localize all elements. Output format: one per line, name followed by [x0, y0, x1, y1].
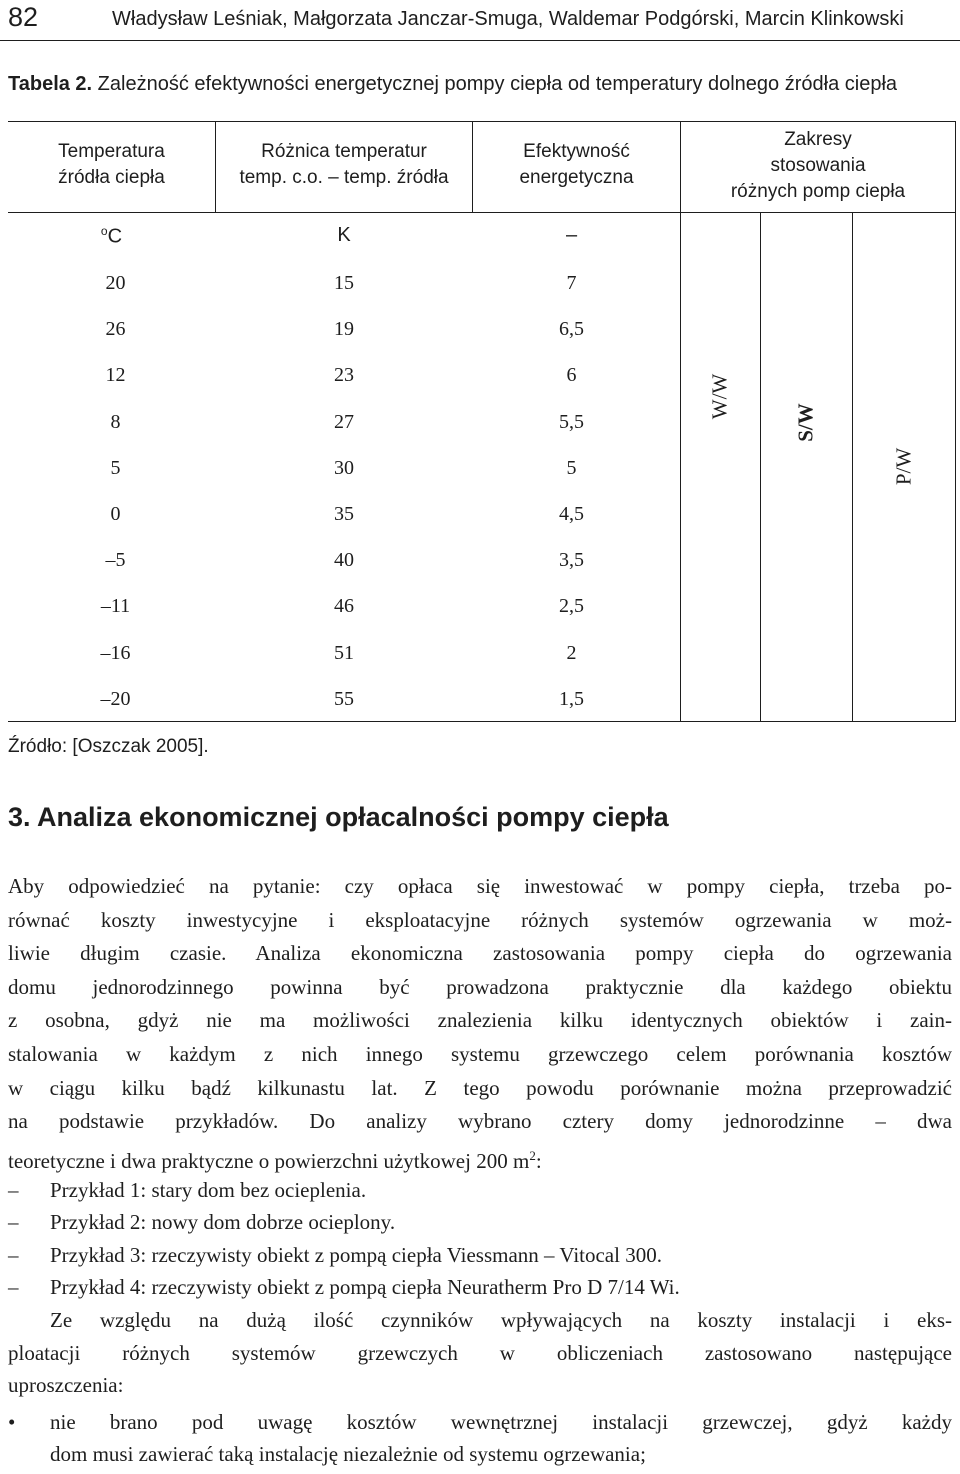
table-cell: –11 — [100, 595, 131, 617]
paragraph-line: ploatacji różnych systemów grzewczych w obliczeniach zastosowano następujące — [8, 1340, 952, 1365]
table-cell: –20 — [100, 688, 131, 710]
paragraph-line: na podstawie przykładów. Do analizy wybrano cztery domy jednorodzinne – dwa — [8, 1109, 952, 1134]
unit-efficiency: – — [565, 224, 578, 246]
bullet-item — [8, 1406, 952, 1470]
example-item: – Przykład 1: stary dom bez ocieplenia. — [8, 1178, 367, 1202]
paragraph-line: w ciągu kilku bądź kilkunastu lat. Z tego powodu porównanie można przeprowadzić — [8, 1075, 952, 1100]
table-cell: 8 — [110, 411, 121, 433]
table-cell: 7 — [566, 272, 577, 294]
table-caption-label: Tabela 2. — [8, 73, 93, 95]
table-cell: 20 — [105, 272, 126, 294]
table-cell: 19 — [334, 318, 354, 340]
table-cell: 27 — [334, 411, 354, 433]
bullet-line: dom musi zawierać taką instalację niezależnie od systemu ogrzewania; — [50, 1442, 646, 1466]
table-cell: 40 — [334, 549, 354, 571]
paragraph-line: uproszczenia: — [8, 1373, 124, 1397]
header-ranges: Zakresy stosowania różnych pomp ciepła — [730, 129, 906, 202]
table-cell: 1,5 — [559, 688, 584, 710]
table-header-border — [8, 212, 956, 213]
header-temperature: Temperatura źródła ciepła — [58, 141, 165, 188]
running-head: Władysław Leśniak, Małgorzata Janczar-Smuga, Waldemar Podgórski, Marcin Klinkowski — [112, 8, 904, 30]
bullet-line: nie brano pod uwagę kosztów wewnętrznej instalacji grzewczej, gdyż każdy — [50, 1410, 952, 1434]
header-temperature-difference: Różnica temperatur temp. c.o. – temp. źródła — [239, 141, 449, 188]
table-caption-text: Zależność efektywności energetycznej pompy ciepła od temperatury dolnego źródła ciepła — [92, 73, 898, 95]
table-cell: 51 — [334, 642, 354, 664]
paragraph-line: teoretyczne i dwa praktyczne o powierzchni użytkowej 200 $m^2$: — [8, 1147, 542, 1173]
table-cell: 6 — [566, 364, 577, 386]
paragraph-line: z osobna, gdyż nie ma możliwości znalezienia kilku identycznych obiektów i zain- — [8, 1008, 952, 1033]
bullet-icon: • — [8, 1410, 16, 1434]
table-cell: 12 — [105, 364, 126, 386]
range-label-pw: P/W — [891, 447, 916, 486]
table-cell: 5 — [110, 457, 121, 479]
example-item: – Przykład 4: rzeczywisty obiekt z pompą ciepła Neuratherm Pro D 7/14 Wi. — [8, 1275, 680, 1299]
table-cell: 2,5 — [559, 595, 584, 617]
range-label-ww: W/W — [707, 373, 732, 420]
table-source: Źródło: [Oszczak 2005]. — [8, 736, 209, 757]
table-cell: 15 — [334, 272, 354, 294]
table-cell: –16 — [100, 642, 131, 664]
table-cell: 5 — [566, 457, 577, 479]
unit-kelvin: K — [337, 224, 351, 246]
table-cell: 4,5 — [559, 503, 584, 525]
table-top-border — [8, 121, 956, 122]
paragraph-line: równać koszty inwestycyjne i eksploatacyjne różnych systemów ogrzewania w moż- — [8, 907, 952, 932]
table-cell: 55 — [334, 688, 354, 710]
section-heading: 3. Analiza ekonomicznej opłacalności pompy ciepła — [8, 802, 669, 832]
table-cell: 6,5 — [559, 318, 584, 340]
unit-celsius: $^o$C — [100, 224, 123, 248]
table-cell: 30 — [334, 457, 354, 479]
table-range-divider — [852, 212, 853, 721]
table-cell: 2 — [566, 642, 577, 664]
paragraph-line: Aby odpowiedzieć na pytanie: czy opłaca się inwestować w pompy ciepła, trzeba po- — [8, 874, 952, 898]
table-right-border — [955, 121, 956, 721]
header-efficiency: Efektywność energetyczna — [519, 141, 634, 188]
table-cell: 46 — [334, 595, 354, 617]
table-cell: 0 — [110, 503, 121, 525]
header-rule — [0, 40, 960, 41]
table-col-divider — [680, 121, 681, 721]
table-cell: 3,5 — [559, 549, 584, 571]
example-item: – Przykład 3: rzeczywisty obiekt z pompą ciepła Viessmann – Vitocal 300. — [8, 1243, 662, 1267]
paragraph-line: Ze względu na dużą ilość czynników wpływających na koszty instalacji i eks- — [50, 1308, 952, 1332]
paragraph-simplifications — [8, 1304, 952, 1402]
table-range-divider — [760, 212, 761, 721]
paragraph-line: stalowania w każdym z nich innego systemu grzewczego celem porównania kosztów — [8, 1041, 952, 1066]
table-cell: 35 — [334, 503, 354, 525]
paragraph-line: liwie długim czasie. Analiza ekonomiczna zastosowania pompy ciepła do ogrzewania — [8, 941, 952, 966]
table-cell: 26 — [105, 318, 126, 340]
table-cell: –5 — [105, 549, 126, 571]
range-label-sw: S/W — [793, 403, 818, 442]
paragraph-intro — [8, 870, 952, 1172]
table-cell: 23 — [334, 364, 354, 386]
table-bottom-border — [8, 721, 956, 722]
table-cell: 5,5 — [559, 411, 584, 433]
page-number: 82 — [8, 2, 39, 32]
paragraph-line: domu jednorodzinnego powinna być prowadzona praktycznie dla każdego obiektu — [8, 974, 952, 999]
example-item: – Przykład 2: nowy dom dobrze ocieplony. — [8, 1210, 396, 1234]
table-caption — [8, 73, 897, 96]
